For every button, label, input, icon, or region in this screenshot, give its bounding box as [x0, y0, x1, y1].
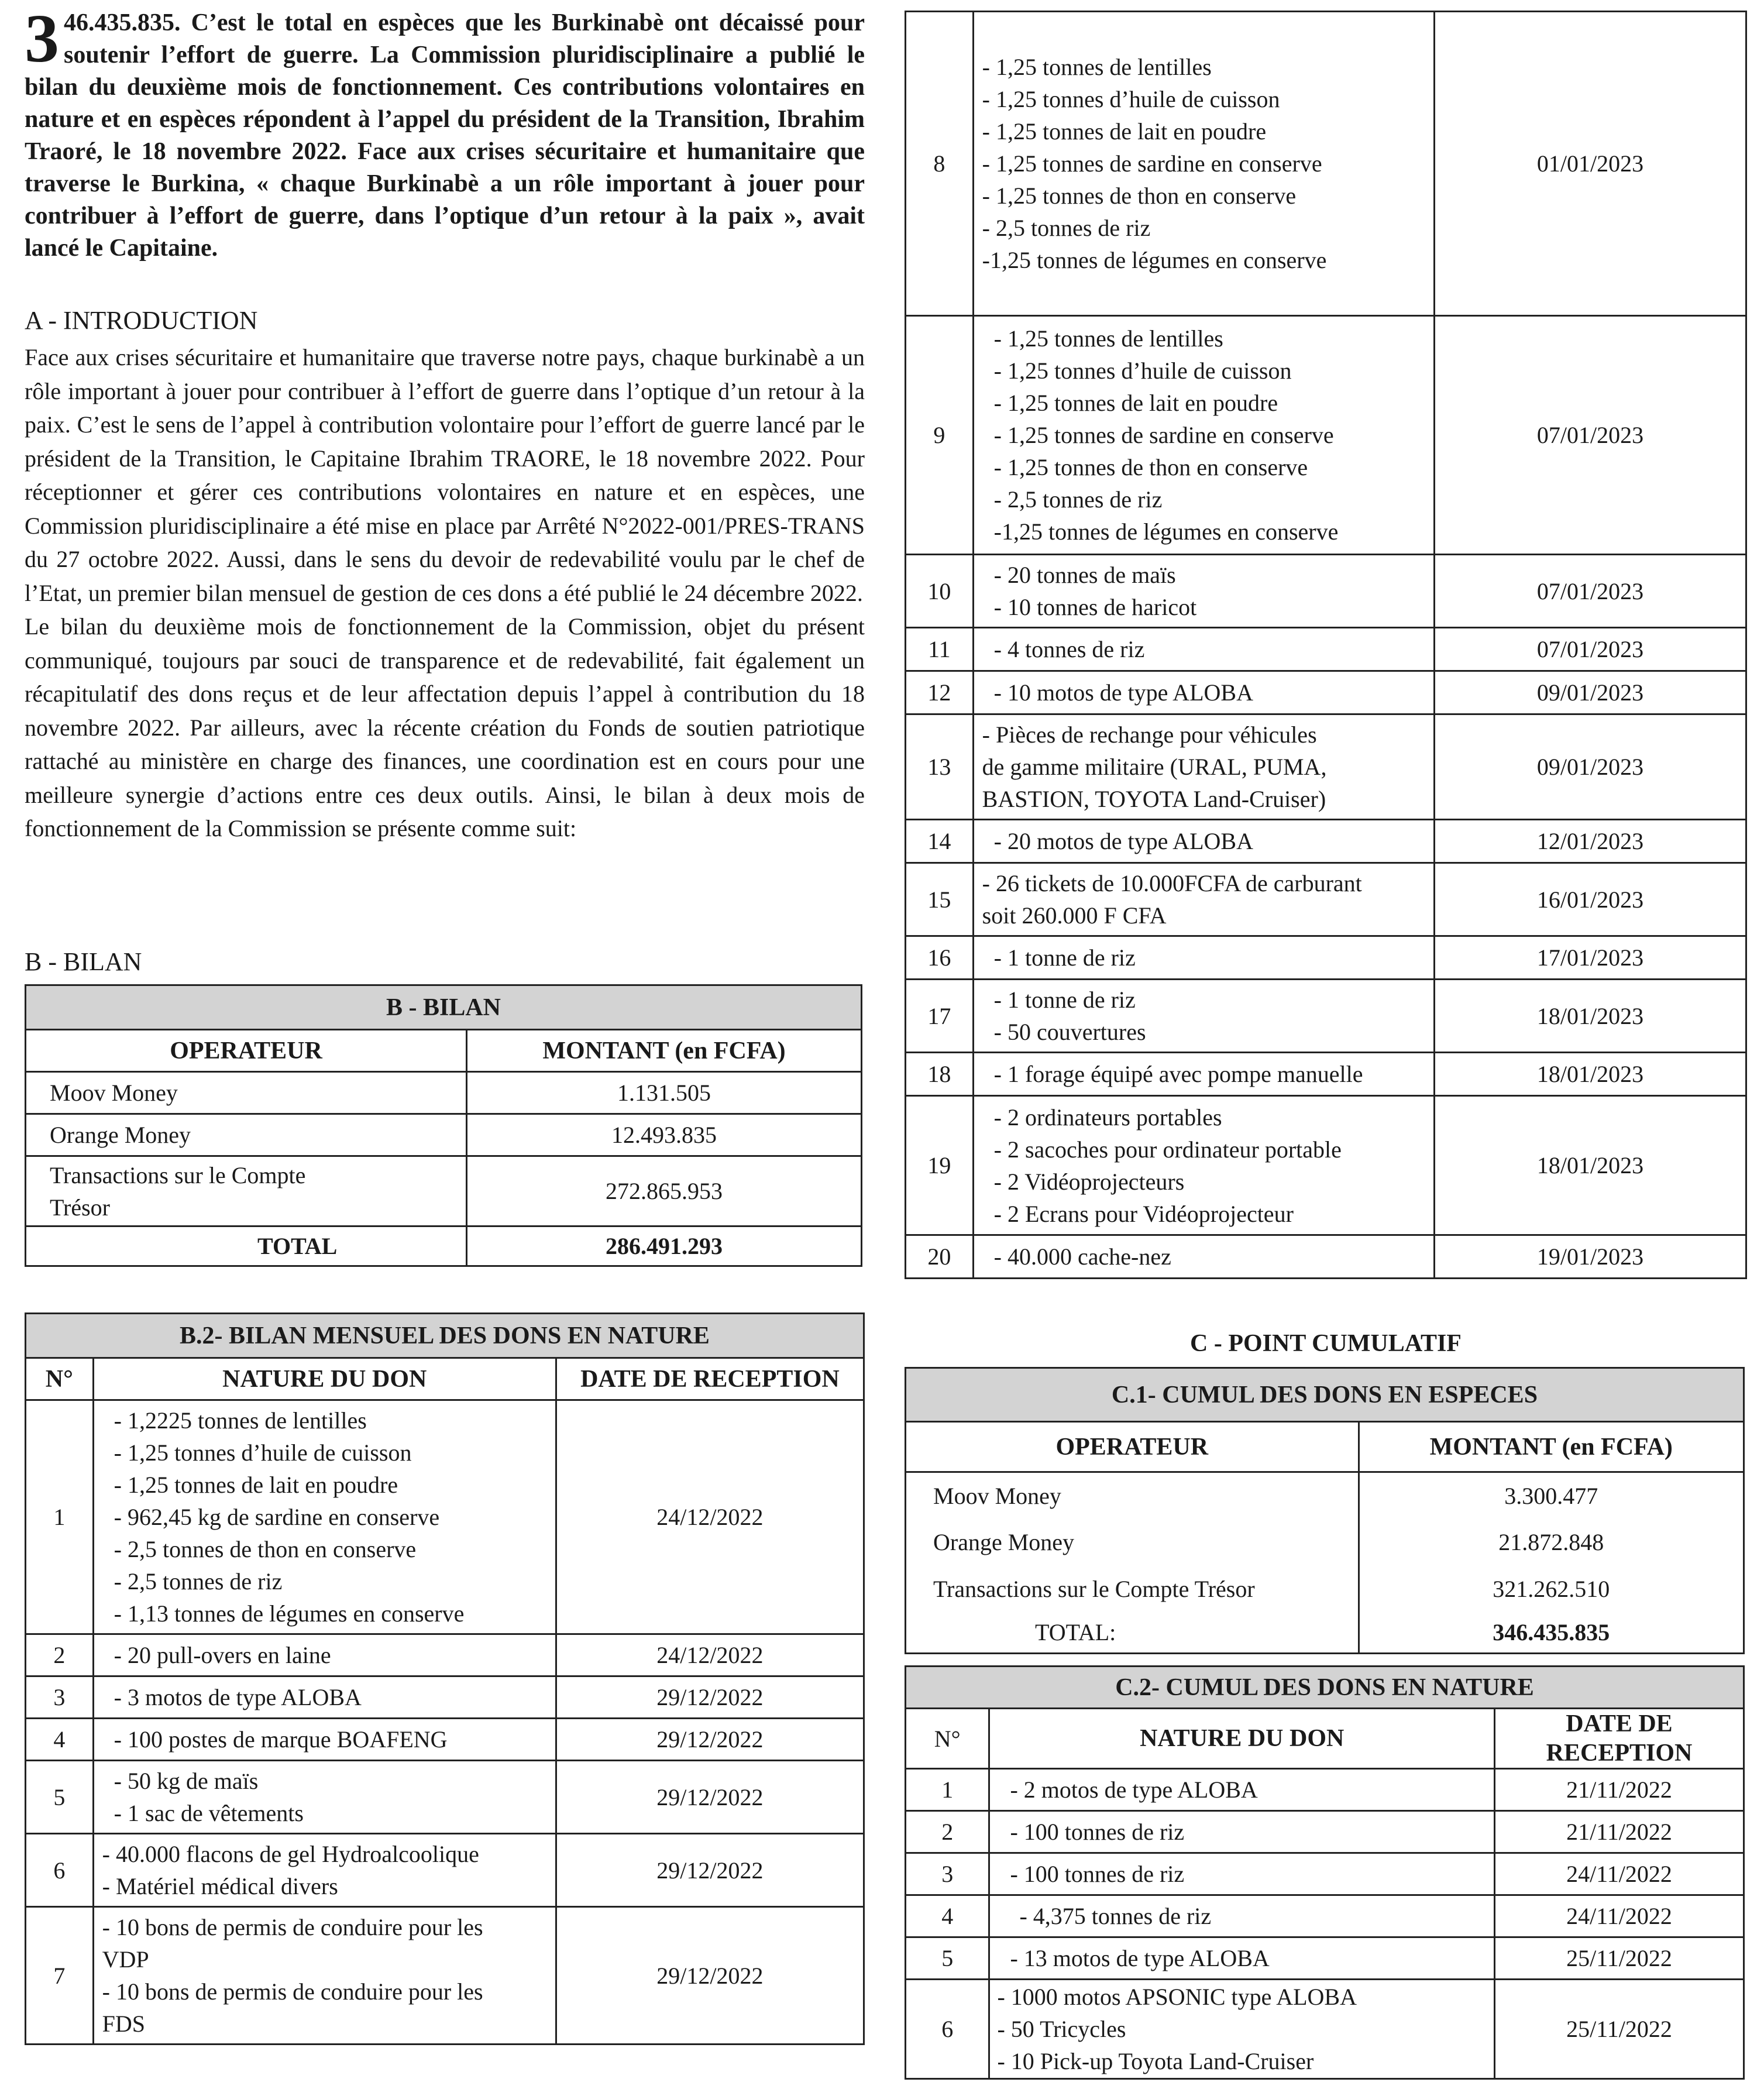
nature-row — [906, 12, 1746, 316]
nature-item: - 50 couvertures — [993, 1019, 1146, 1045]
nature-row — [26, 1400, 864, 1634]
especes-operator: Moov Money — [906, 1472, 1359, 1519]
nature-item: - 20 pull-overs en laine — [114, 1642, 331, 1668]
nature-item: - 2,5 tonnes de riz — [114, 1568, 283, 1595]
nature-row-items — [973, 980, 1434, 1053]
nature-row-number: 14 — [906, 820, 974, 863]
nature-row — [26, 1719, 864, 1761]
nature-item: - 1,25 tonnes de sardine en conserve — [982, 150, 1322, 177]
cumul-nature-number: 2 — [906, 1811, 989, 1853]
bilan-total-label: TOTAL — [26, 1226, 467, 1266]
nature-item: - 2 sacoches pour ordinateur portable — [993, 1136, 1342, 1163]
nature-item: - 1,25 tonnes de lentilles — [993, 325, 1223, 352]
lead-paragraph — [25, 0, 865, 264]
nature-col-nature: NATURE DU DON — [93, 1358, 556, 1400]
especes-amount: 321.262.510 — [1359, 1566, 1744, 1613]
nature-item: - 40.000 cache-nez — [993, 1243, 1171, 1270]
nature-row-date: 29/12/2022 — [556, 1676, 864, 1719]
nature-row — [26, 1761, 864, 1834]
nature-row-number: 16 — [906, 936, 974, 980]
nature-row — [26, 1907, 864, 2045]
bilan-total-amount: 286.491.293 — [467, 1226, 862, 1266]
cumul-nature-date: 21/11/2022 — [1495, 1769, 1744, 1811]
nature-item: soit 260.000 F CFA — [982, 902, 1167, 929]
nature-row-number: 20 — [906, 1235, 974, 1279]
nature-item: - 20 motos de type ALOBA — [993, 828, 1253, 854]
nature-row-date: 16/01/2023 — [1434, 863, 1746, 936]
nature-row-number: 9 — [906, 316, 974, 555]
nature-row-date: 07/01/2023 — [1434, 555, 1746, 628]
cumul-nature-row — [906, 1769, 1744, 1811]
drop-cap: 3 — [25, 0, 59, 77]
nature-row-number: 18 — [906, 1053, 974, 1096]
nature-row-date: 18/01/2023 — [1434, 980, 1746, 1053]
cumul-especes-table — [905, 1367, 1745, 1654]
nature-item: - 40.000 flacons de gel Hydroalcoolique — [102, 1841, 479, 1867]
nature-row-items — [973, 316, 1434, 555]
intro-title: A - INTRODUCTION — [25, 306, 258, 335]
cumul-nature-items — [989, 1895, 1495, 1937]
nature-row-date: 01/01/2023 — [1434, 12, 1746, 316]
cumul-nature-row — [906, 1895, 1744, 1937]
nature-item: - Matériel médical divers — [102, 1873, 338, 1899]
bilan-row — [26, 1114, 862, 1156]
nature-row-items — [973, 1053, 1434, 1096]
nature-item: - 2,5 tonnes de riz — [993, 486, 1163, 513]
bilan-table — [25, 984, 862, 1267]
especes-row — [906, 1566, 1744, 1613]
nature-table-continued — [905, 11, 1747, 1279]
nature-item: de gamme militaire (URAL, PUMA, — [982, 754, 1327, 780]
nature-item: - 2 ordinateurs portables — [993, 1104, 1222, 1131]
especes-total-label: TOTAL: — [906, 1613, 1359, 1654]
nature-row — [906, 1235, 1746, 1279]
nature-row-items — [973, 555, 1434, 628]
bilan-row — [26, 1156, 862, 1226]
cumul-nature-items — [989, 1769, 1495, 1811]
nature-item: - 1,25 tonnes de lait en poudre — [982, 118, 1267, 145]
cumul-nature-row — [906, 1980, 1744, 2079]
cumul-nature-row — [906, 1937, 1744, 1980]
nature-row — [26, 1676, 864, 1719]
nature-row-number: 19 — [906, 1096, 974, 1235]
cumul-nature-item: - 100 tonnes de riz — [1010, 1861, 1185, 1887]
nature-row-items — [973, 1235, 1434, 1279]
nature-row — [906, 628, 1746, 671]
nature-row — [906, 820, 1746, 863]
nature-row-items — [973, 863, 1434, 936]
nature-item: - 1 forage équipé avec pompe manuelle — [993, 1061, 1363, 1087]
nature-item: FDS — [102, 2011, 146, 2037]
nature-row-items — [93, 1907, 556, 2045]
nature-item: - 1,25 tonnes de lait en poudre — [114, 1472, 398, 1498]
bilan-table-title: B - BILAN — [26, 985, 862, 1030]
nature-row-number: 2 — [26, 1634, 94, 1676]
nature-row-items — [973, 820, 1434, 863]
nature-item: - Pièces de rechange pour véhicules — [982, 721, 1317, 748]
cumul-nature-item: - 10 Pick-up Toyota Land-Cruiser — [997, 2048, 1314, 2074]
nature-table — [25, 1313, 865, 2045]
nature-row-number: 3 — [26, 1676, 94, 1719]
nature-row-date: 29/12/2022 — [556, 1761, 864, 1834]
nature-row-date: 18/01/2023 — [1434, 1096, 1746, 1235]
nature-item: - 1,25 tonnes de sardine en conserve — [993, 422, 1334, 448]
nature-table-title: B.2- BILAN MENSUEL DES DONS EN NATURE — [26, 1314, 864, 1358]
bilan-total-row — [26, 1226, 862, 1266]
cumul-nature-item: - 13 motos de type ALOBA — [1010, 1945, 1270, 1971]
cumul-nature-title: C.2- CUMUL DES DONS EN NATURE — [906, 1667, 1744, 1709]
bilan-col-operator: OPERATEUR — [26, 1030, 467, 1072]
especes-operator: Transactions sur le Compte Trésor — [906, 1566, 1359, 1613]
nature-item: - 1 tonne de riz — [993, 987, 1136, 1013]
nature-row-number: 15 — [906, 863, 974, 936]
nature-row-date: 29/12/2022 — [556, 1834, 864, 1907]
cumul-nature-items — [989, 1811, 1495, 1853]
bilan-section-title: B - BILAN — [25, 947, 142, 976]
cumul-nature-items — [989, 1937, 1495, 1980]
bilan-amount: 1.131.505 — [467, 1072, 862, 1114]
nature-item: - 1,25 tonnes de thon en conserve — [982, 183, 1297, 209]
nature-item: - 1,25 tonnes de lait en poudre — [993, 390, 1278, 416]
especes-row — [906, 1472, 1744, 1519]
nature-item: - 1 tonne de riz — [993, 944, 1136, 971]
nature-row-date: 24/12/2022 — [556, 1400, 864, 1634]
nature-row — [906, 863, 1746, 936]
nature-row-date: 09/01/2023 — [1434, 714, 1746, 820]
nature-row-number: 10 — [906, 555, 974, 628]
nature-item: - 1,25 tonnes d’huile de cuisson — [982, 86, 1280, 112]
nature-row-number: 8 — [906, 12, 974, 316]
especes-total-row — [906, 1613, 1744, 1654]
nature-item: - 1,13 tonnes de légumes en conserve — [114, 1600, 465, 1627]
cumul-nature-item: - 4,375 tonnes de riz — [1019, 1903, 1212, 1929]
nature-item: BASTION, TOYOTA Land-Cruiser) — [982, 786, 1326, 812]
nature-item: - 10 motos de type ALOBA — [993, 679, 1253, 706]
nature-row-date: 12/01/2023 — [1434, 820, 1746, 863]
intro-paragraph-2: Le bilan du deuxième mois de fonctionnement de la Commission, objet du présent communiqué, toujours par souci de transparence et de redevabilité, fait également un récapitulatif des dons reçus et de leur affectation depuis l’appel à contribution du 18 novembre 2022. Par ailleurs, avec la récente création du Fonds de soutien patriotique rattaché au ministère en charge des finances, une coordination est en cours pour une meilleure synergie d’actions entre ces deux outils. Ainsi, le bilan à deux mois de fonctionnement de la Commission se présente comme suit: — [25, 613, 865, 841]
cumul-nature-item: - 50 Tricycles — [997, 2016, 1126, 2042]
cumul-nature-date: 21/11/2022 — [1495, 1811, 1744, 1853]
cumul-nature-item: - 1000 motos APSONIC type ALOBA — [997, 1984, 1357, 2010]
nature-item: - 1,25 tonnes de lentilles — [982, 54, 1212, 80]
cumul-nature-number: 1 — [906, 1769, 989, 1811]
nature-item: - 2,5 tonnes de thon en conserve — [114, 1536, 417, 1562]
nature-item: - 1 sac de vêtements — [114, 1800, 304, 1826]
nature-row-items — [93, 1676, 556, 1719]
nature-col-date: DATE DE RECEPTION — [556, 1358, 864, 1400]
nature-row-number: 4 — [26, 1719, 94, 1761]
cumul-title: C - POINT CUMULATIF — [1190, 1330, 1462, 1357]
nature-item: - 10 bons de permis de conduire pour les — [102, 1914, 483, 1940]
nature-row-items — [93, 1834, 556, 1907]
cumul-nature-col-date: DATE DE RECEPTION — [1495, 1709, 1744, 1769]
nature-col-n: N° — [26, 1358, 94, 1400]
nature-row-number: 11 — [906, 628, 974, 671]
cumul-nature-number: 3 — [906, 1853, 989, 1895]
cumul-nature-item: - 2 motos de type ALOBA — [1010, 1777, 1258, 1803]
cumul-nature-col-n: N° — [906, 1709, 989, 1769]
nature-item: - 1,25 tonnes d’huile de cuisson — [993, 358, 1292, 384]
nature-item: VDP — [102, 1946, 149, 1973]
nature-row-number: 6 — [26, 1834, 94, 1907]
nature-item: - 50 kg de maïs — [114, 1768, 259, 1794]
bilan-amount: 272.865.953 — [467, 1156, 862, 1226]
nature-row-date: 17/01/2023 — [1434, 936, 1746, 980]
intro-text — [25, 341, 865, 846]
cumul-nature-item: - 100 tonnes de riz — [1010, 1819, 1185, 1845]
cumul-nature-date: 25/11/2022 — [1495, 1937, 1744, 1980]
nature-row — [906, 671, 1746, 714]
especes-table-title: C.1- CUMUL DES DONS EN ESPECES — [906, 1368, 1744, 1422]
nature-row-items — [93, 1400, 556, 1634]
especes-operator: Orange Money — [906, 1519, 1359, 1566]
especes-amount: 21.872.848 — [1359, 1519, 1744, 1566]
cumul-nature-row — [906, 1811, 1744, 1853]
nature-item: -1,25 tonnes de légumes en conserve — [982, 247, 1327, 273]
especes-row — [906, 1519, 1744, 1566]
cumul-nature-table — [905, 1665, 1745, 2080]
nature-item: - 26 tickets de 10.000FCFA de carburant — [982, 870, 1362, 896]
cumul-nature-date: 24/11/2022 — [1495, 1895, 1744, 1937]
nature-row — [906, 316, 1746, 555]
nature-item: -1,25 tonnes de légumes en conserve — [993, 518, 1339, 545]
nature-item: - 10 bons de permis de conduire pour les — [102, 1978, 483, 2005]
nature-row-items — [973, 714, 1434, 820]
bilan-row — [26, 1072, 862, 1114]
cumul-nature-number: 6 — [906, 1980, 989, 2079]
nature-row-date: 18/01/2023 — [1434, 1053, 1746, 1096]
cumul-nature-items — [989, 1853, 1495, 1895]
nature-row-items — [973, 12, 1434, 316]
nature-row-date: 07/01/2023 — [1434, 628, 1746, 671]
especes-amount: 3.300.477 — [1359, 1472, 1744, 1519]
nature-row-number: 13 — [906, 714, 974, 820]
nature-item: - 100 postes de marque BOAFENG — [114, 1726, 448, 1753]
nature-item: - 2 Ecrans pour Vidéoprojecteur — [993, 1200, 1294, 1227]
nature-row-number: 12 — [906, 671, 974, 714]
nature-row — [906, 1096, 1746, 1235]
especes-total-amount: 346.435.835 — [1359, 1613, 1744, 1654]
nature-row — [906, 555, 1746, 628]
nature-row-items — [93, 1761, 556, 1834]
bilan-operator: Transactions sur le Compte Trésor — [26, 1156, 467, 1226]
nature-item: - 2 Vidéoprojecteurs — [993, 1168, 1185, 1195]
nature-row-date: 29/12/2022 — [556, 1719, 864, 1761]
cumul-nature-number: 5 — [906, 1937, 989, 1980]
nature-item: - 962,45 kg de sardine en conserve — [114, 1504, 440, 1530]
nature-item: - 3 motos de type ALOBA — [114, 1684, 362, 1710]
nature-row-date: 24/12/2022 — [556, 1634, 864, 1676]
cumul-nature-row — [906, 1853, 1744, 1895]
nature-row-items — [93, 1719, 556, 1761]
nature-item: - 10 tonnes de haricot — [993, 594, 1197, 620]
nature-row-items — [973, 1096, 1434, 1235]
nature-item: - 4 tonnes de riz — [993, 636, 1145, 662]
nature-row — [906, 980, 1746, 1053]
nature-item: - 20 tonnes de maïs — [993, 562, 1176, 588]
nature-row-date: 29/12/2022 — [556, 1907, 864, 2045]
nature-row-number: 5 — [26, 1761, 94, 1834]
cumul-nature-number: 4 — [906, 1895, 989, 1937]
nature-row-date: 09/01/2023 — [1434, 671, 1746, 714]
bilan-col-amount: MONTANT (en FCFA) — [467, 1030, 862, 1072]
nature-item: - 1,2225 tonnes de lentilles — [114, 1407, 367, 1434]
nature-row-number: 7 — [26, 1907, 94, 2045]
cumul-nature-items — [989, 1980, 1495, 2079]
nature-row-date: 07/01/2023 — [1434, 316, 1746, 555]
bilan-amount: 12.493.835 — [467, 1114, 862, 1156]
nature-item: - 1,25 tonnes de thon en conserve — [993, 454, 1308, 480]
nature-item: - 1,25 tonnes d’huile de cuisson — [114, 1439, 412, 1466]
cumul-nature-col-nature: NATURE DU DON — [989, 1709, 1495, 1769]
nature-row-items — [973, 936, 1434, 980]
bilan-operator: Moov Money — [26, 1072, 467, 1114]
intro-paragraph-1: Face aux crises sécuritaire et humanitaire que traverse notre pays, chaque burkinabè a un rôle important à jouer pour contribuer à l’effort de guerre dans l’optique d’un retour à la paix. C’est le sens de l’appel à contribution volontaire pour l’effort de guerre lancé par le président de la Transition, le Capitaine Ibrahim TRAORE, le 18 novembre 2022. Pour réceptionner et gérer ces contributions volontaires en nature et en espèces, une Commission pluridisciplinaire a été mise en place par Arrêté N°2022-001/PRES-TRANS du 27 octobre 2022. Aussi, dans le sens du devoir de redevabilité voulu par le chef de l’Etat, un premier bilan mensuel de gestion de ces dons a été publié le 24 décembre 2022. — [25, 344, 865, 606]
bilan-operator: Orange Money — [26, 1114, 467, 1156]
nature-row-number: 1 — [26, 1400, 94, 1634]
nature-row — [26, 1634, 864, 1676]
nature-row — [906, 1053, 1746, 1096]
lead-text: 46.435.835. C’est le total en espèces que les Burkinabè ont décaissé pour soutenir l’effort de guerre. La Commission pluridisciplinaire a publié le bilan du deuxième mois de fonctionnement. Ces contributions volontaires en nature et en espèces répondent à l’appel du président de la Transition, Ibrahim Traoré, le 18 novembre 2022. Face aux crises sécuritaire et humanitaire que traverse le Burkina, « chaque Burkinabè a un rôle important à jouer pour contribuer à l’effort de guerre, dans l’optique d’un retour à la paix », avait lancé le Capitaine. — [25, 9, 865, 262]
nature-row-items — [973, 628, 1434, 671]
especes-col-amount: MONTANT (en FCFA) — [1359, 1422, 1744, 1472]
nature-row-items — [973, 671, 1434, 714]
especes-col-operator: OPERATEUR — [906, 1422, 1359, 1472]
nature-row-date: 19/01/2023 — [1434, 1235, 1746, 1279]
nature-row — [906, 936, 1746, 980]
nature-row — [906, 714, 1746, 820]
nature-row — [26, 1834, 864, 1907]
cumul-nature-date: 24/11/2022 — [1495, 1853, 1744, 1895]
cumul-nature-date: 25/11/2022 — [1495, 1980, 1744, 2079]
nature-row-number: 17 — [906, 980, 974, 1053]
nature-row-items — [93, 1634, 556, 1676]
nature-item: - 2,5 tonnes de riz — [982, 215, 1151, 241]
